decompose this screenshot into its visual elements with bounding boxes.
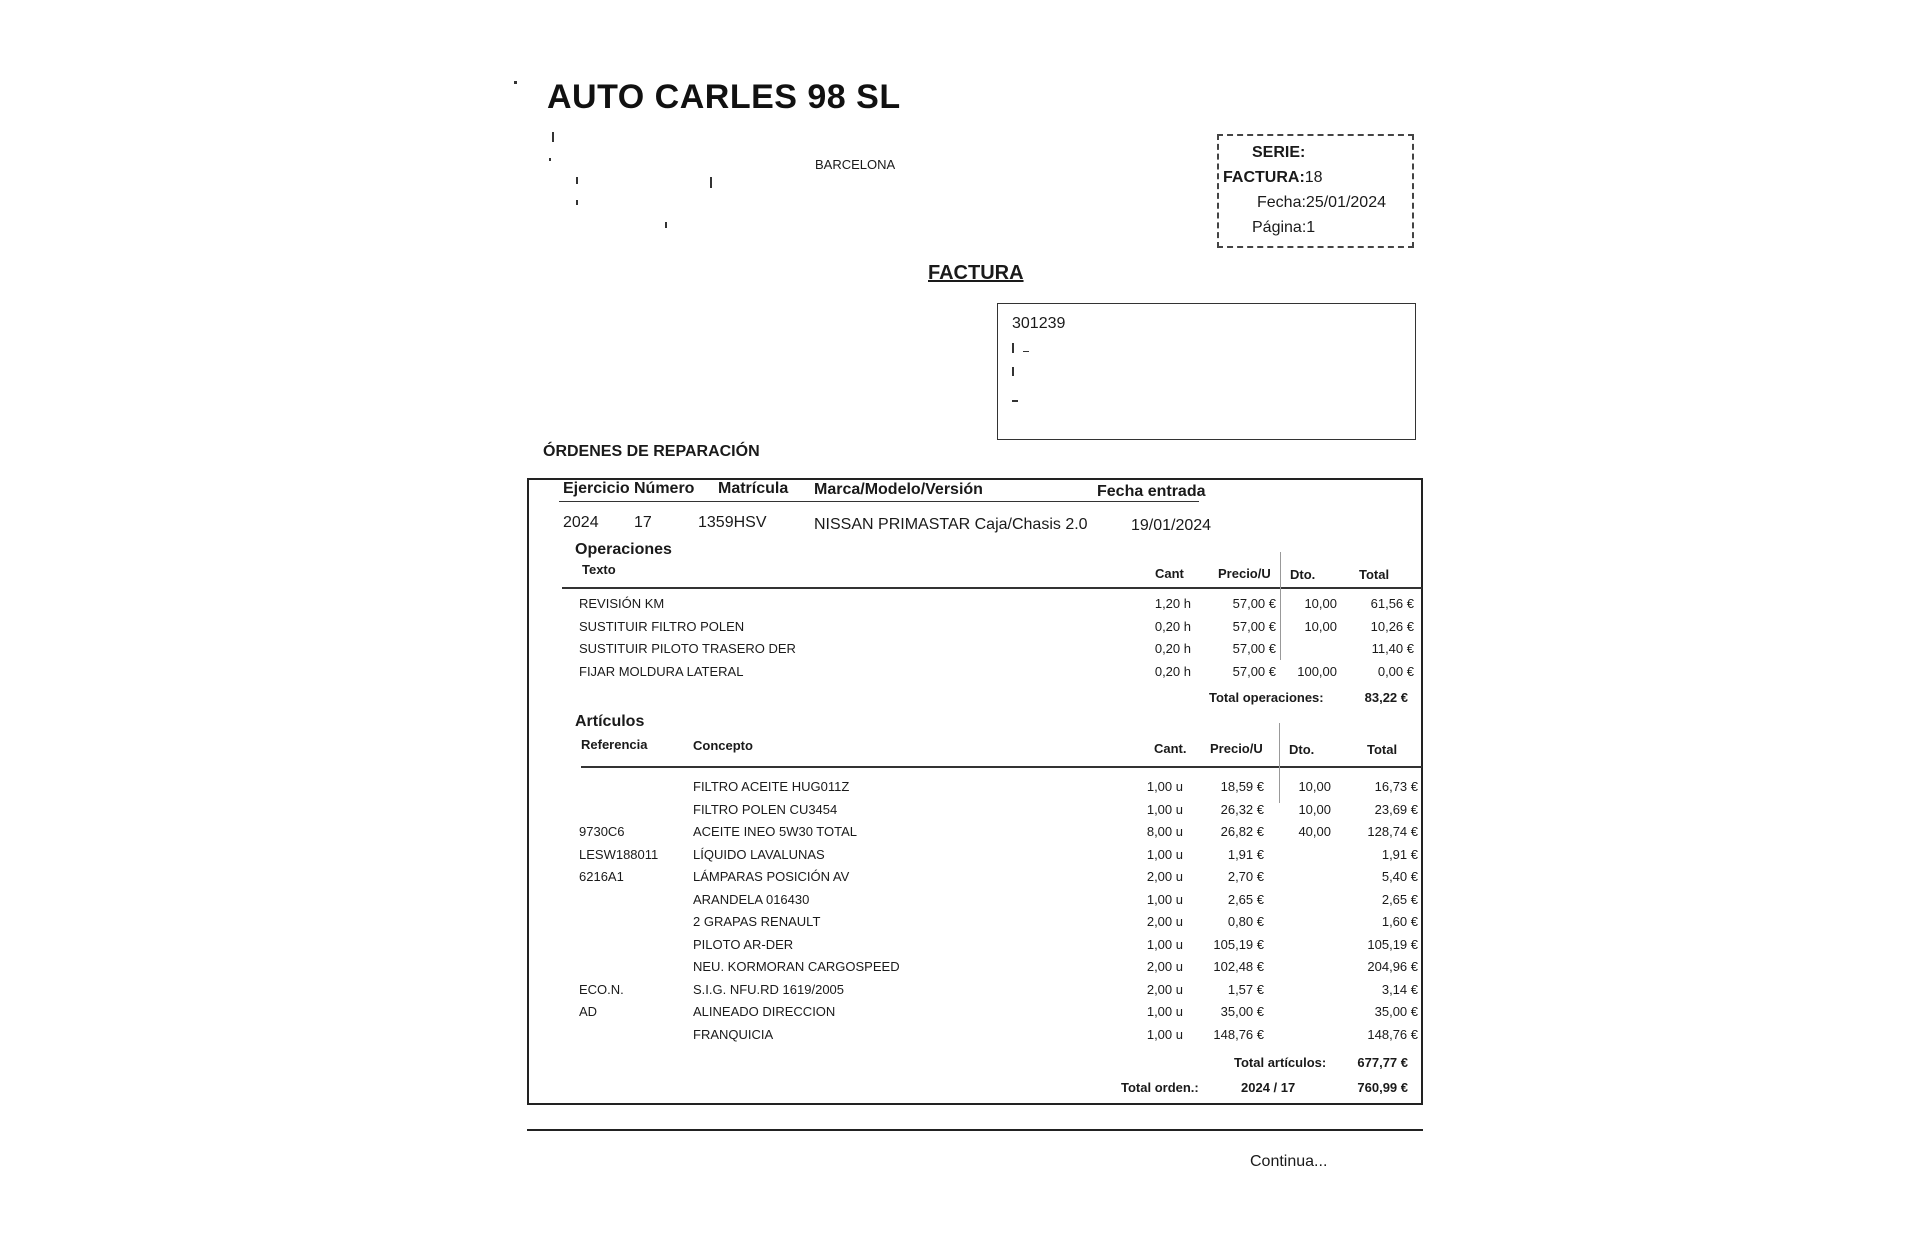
art-dto: 10,00 xyxy=(1298,801,1331,817)
header-underline xyxy=(559,501,1199,502)
art-referencia: 6216A1 xyxy=(579,869,624,884)
op-precio: 57,00 € xyxy=(1232,663,1276,679)
col-precio: Precio/U xyxy=(1210,741,1263,756)
art-cant: 1,00 u xyxy=(1146,801,1183,817)
op-cant: 0,20 h xyxy=(1154,618,1191,634)
art-total: 128,74 € xyxy=(1367,824,1418,839)
op-dto: 10,00 xyxy=(1304,618,1337,634)
art-total: 105,19 € xyxy=(1367,936,1418,952)
op-texto: REVISIÓN KM xyxy=(579,596,665,611)
company-city: BARCELONA xyxy=(815,157,896,172)
op-cant: 0,20 h xyxy=(1154,663,1191,679)
art-concepto: S.I.G. NFU.RD 1619/2005 xyxy=(693,981,845,997)
order-fecha: 19/01/2024 xyxy=(1131,517,1212,534)
scan-speck xyxy=(1012,400,1018,402)
order-box xyxy=(527,478,1423,1105)
art-total: 204,96 € xyxy=(1367,959,1418,974)
scan-speck xyxy=(576,177,578,184)
pagina-label: Página: xyxy=(1252,219,1307,236)
scan-speck xyxy=(514,81,517,84)
col-precio: Precio/U xyxy=(1218,566,1271,581)
art-total: 2,65 € xyxy=(1381,891,1418,907)
bottom-rule xyxy=(527,1129,1423,1131)
art-precio: 18,59 € xyxy=(1220,779,1264,794)
fecha-value: 25/01/2024 xyxy=(1305,194,1386,211)
art-referencia: 9730C6 xyxy=(579,824,625,839)
scan-speck xyxy=(549,158,551,161)
op-total: 0,00 € xyxy=(1377,663,1414,679)
art-precio: 148,76 € xyxy=(1213,1026,1264,1042)
header-numero: Número xyxy=(634,480,695,497)
document-title: FACTURA xyxy=(928,262,1024,284)
art-concepto: PILOTO AR-DER xyxy=(693,936,794,952)
art-total: 23,69 € xyxy=(1374,801,1418,817)
order-marca: NISSAN PRIMASTAR Caja/Chasis 2.0 xyxy=(814,516,1088,533)
art-referencia: AD xyxy=(579,1004,598,1019)
company-name: AUTO CARLES 98 SL xyxy=(547,78,901,116)
total-orden-ref: 2024 / 17 xyxy=(1241,1080,1296,1095)
col-total: Total xyxy=(1359,567,1390,582)
art-concepto: FRANQUICIA xyxy=(693,1026,774,1042)
art-cant: 1,00 u xyxy=(1146,846,1183,862)
art-dto: 10,00 xyxy=(1298,779,1331,794)
art-referencia: LESW188011 xyxy=(579,846,659,862)
header-matricula: Matrícula xyxy=(718,480,789,497)
total-articulos-value: 677,77 € xyxy=(1357,1055,1408,1070)
art-concepto: NEU. KORMORAN CARGOSPEED xyxy=(693,959,900,974)
art-total: 5,40 € xyxy=(1381,869,1418,884)
op-texto: SUSTITUIR PILOTO TRASERO DER xyxy=(579,641,796,656)
ordenes-title: ÓRDENES DE REPARACIÓN xyxy=(543,443,760,460)
art-dto: 40,00 xyxy=(1298,824,1331,839)
scan-speck xyxy=(1023,351,1029,352)
art-cant: 1,00 u xyxy=(1146,936,1183,952)
scan-speck xyxy=(710,177,712,188)
op-precio: 57,00 € xyxy=(1232,618,1276,634)
total-articulos-label: Total artículos: xyxy=(1234,1055,1327,1070)
total-operaciones-label: Total operaciones: xyxy=(1209,690,1324,705)
op-total: 10,26 € xyxy=(1370,618,1414,634)
art-precio: 1,57 € xyxy=(1227,981,1264,997)
op-precio: 57,00 € xyxy=(1232,596,1276,611)
header-marca: Marca/Modelo/Versión xyxy=(814,481,983,498)
art-cant: 1,00 u xyxy=(1146,779,1183,794)
invoice-info-box xyxy=(1217,134,1414,248)
art-cant: 2,00 u xyxy=(1146,959,1183,974)
scan-speck xyxy=(552,132,554,142)
pagina-value: 1 xyxy=(1306,219,1316,236)
art-precio: 26,32 € xyxy=(1220,801,1264,817)
op-texto: SUSTITUIR FILTRO POLEN xyxy=(579,618,745,634)
op-total: 11,40 € xyxy=(1371,641,1414,656)
client-box xyxy=(997,303,1416,440)
art-total: 148,76 € xyxy=(1367,1026,1418,1042)
art-precio: 2,70 € xyxy=(1227,869,1264,884)
op-precio: 57,00 € xyxy=(1232,641,1276,656)
col-dto: Dto. xyxy=(1289,742,1315,757)
art-precio: 35,00 € xyxy=(1220,1004,1264,1019)
pagina xyxy=(1252,219,1315,237)
art-precio: 105,19 € xyxy=(1213,936,1264,952)
art-precio: 102,48 € xyxy=(1213,959,1264,974)
art-precio: 1,91 € xyxy=(1227,846,1264,862)
articulos-title: Artículos xyxy=(575,713,645,730)
op-dto: 100,00 xyxy=(1297,663,1337,679)
art-cant: 8,00 u xyxy=(1146,824,1183,839)
serie-label: SERIE: xyxy=(1252,144,1306,161)
art-concepto: 2 GRAPAS RENAULT xyxy=(693,914,821,929)
art-concepto: ALINEADO DIRECCION xyxy=(693,1004,836,1019)
art-precio: 26,82 € xyxy=(1220,824,1264,839)
art-referencia: ECO.N. xyxy=(579,981,624,997)
operaciones-rule xyxy=(562,587,1422,589)
op-texto: FIJAR MOLDURA LATERAL xyxy=(579,663,744,679)
art-precio: 0,80 € xyxy=(1227,914,1264,929)
total-operaciones-value: 83,22 € xyxy=(1364,690,1408,705)
op-cant: 1,20 h xyxy=(1154,596,1191,611)
art-precio: 2,65 € xyxy=(1227,891,1264,907)
total-orden-value: 760,99 € xyxy=(1357,1080,1408,1095)
continua-label: Continua... xyxy=(1250,1153,1328,1170)
order-ejercicio: 2024 xyxy=(563,514,599,531)
factura-label: FACTURA: xyxy=(1223,169,1305,186)
art-total: 35,00 € xyxy=(1374,1004,1418,1019)
art-cant: 2,00 u xyxy=(1146,981,1183,997)
art-total: 16,73 € xyxy=(1374,779,1418,794)
col-texto: Texto xyxy=(582,562,616,577)
art-cant: 2,00 u xyxy=(1146,869,1183,884)
col-concepto: Concepto xyxy=(693,738,753,753)
art-cant: 2,00 u xyxy=(1146,914,1183,929)
art-total: 1,60 € xyxy=(1381,914,1418,929)
op-total: 61,56 € xyxy=(1370,596,1414,611)
op-cant: 0,20 h xyxy=(1154,641,1191,656)
col-cant: Cant xyxy=(1155,566,1184,581)
factura-value: 18 xyxy=(1304,169,1323,186)
scan-speck xyxy=(665,222,667,228)
op-dto: 10,00 xyxy=(1304,596,1337,611)
art-concepto: ACEITE INEO 5W30 TOTAL xyxy=(693,824,857,839)
col-dto: Dto. xyxy=(1290,567,1316,582)
total-orden-label: Total orden.: xyxy=(1121,1080,1199,1095)
col-referencia: Referencia xyxy=(581,737,648,752)
order-numero: 17 xyxy=(634,514,652,531)
factura-number xyxy=(1223,169,1323,187)
header-fecha: Fecha entrada xyxy=(1097,483,1206,500)
scan-speck xyxy=(576,200,578,205)
art-concepto: ARANDELA 016430 xyxy=(693,891,810,907)
art-concepto: LÍQUIDO LAVALUNAS xyxy=(693,846,825,862)
fecha xyxy=(1257,194,1386,212)
art-cant: 1,00 u xyxy=(1146,1004,1183,1019)
order-matricula: 1359HSV xyxy=(698,514,767,531)
col-total: Total xyxy=(1367,742,1398,757)
col-cant: Cant. xyxy=(1154,741,1187,756)
art-cant: 1,00 u xyxy=(1146,1026,1183,1042)
art-concepto: FILTRO ACEITE HUG011Z xyxy=(693,779,850,794)
art-cant: 1,00 u xyxy=(1146,891,1183,907)
art-concepto: FILTRO POLEN CU3454 xyxy=(693,801,838,817)
art-total: 3,14 € xyxy=(1381,981,1418,997)
scan-speck xyxy=(1012,343,1014,353)
art-concepto: LÁMPARAS POSICIÓN AV xyxy=(693,869,850,884)
fecha-label: Fecha: xyxy=(1257,194,1306,211)
client-code: 301239 xyxy=(1012,315,1066,332)
scan-speck xyxy=(1012,367,1014,376)
articulos-rule xyxy=(581,766,1422,768)
operaciones-title: Operaciones xyxy=(575,541,672,558)
header-ejercicio: Ejercicio xyxy=(563,480,630,497)
art-total: 1,91 € xyxy=(1381,846,1418,862)
